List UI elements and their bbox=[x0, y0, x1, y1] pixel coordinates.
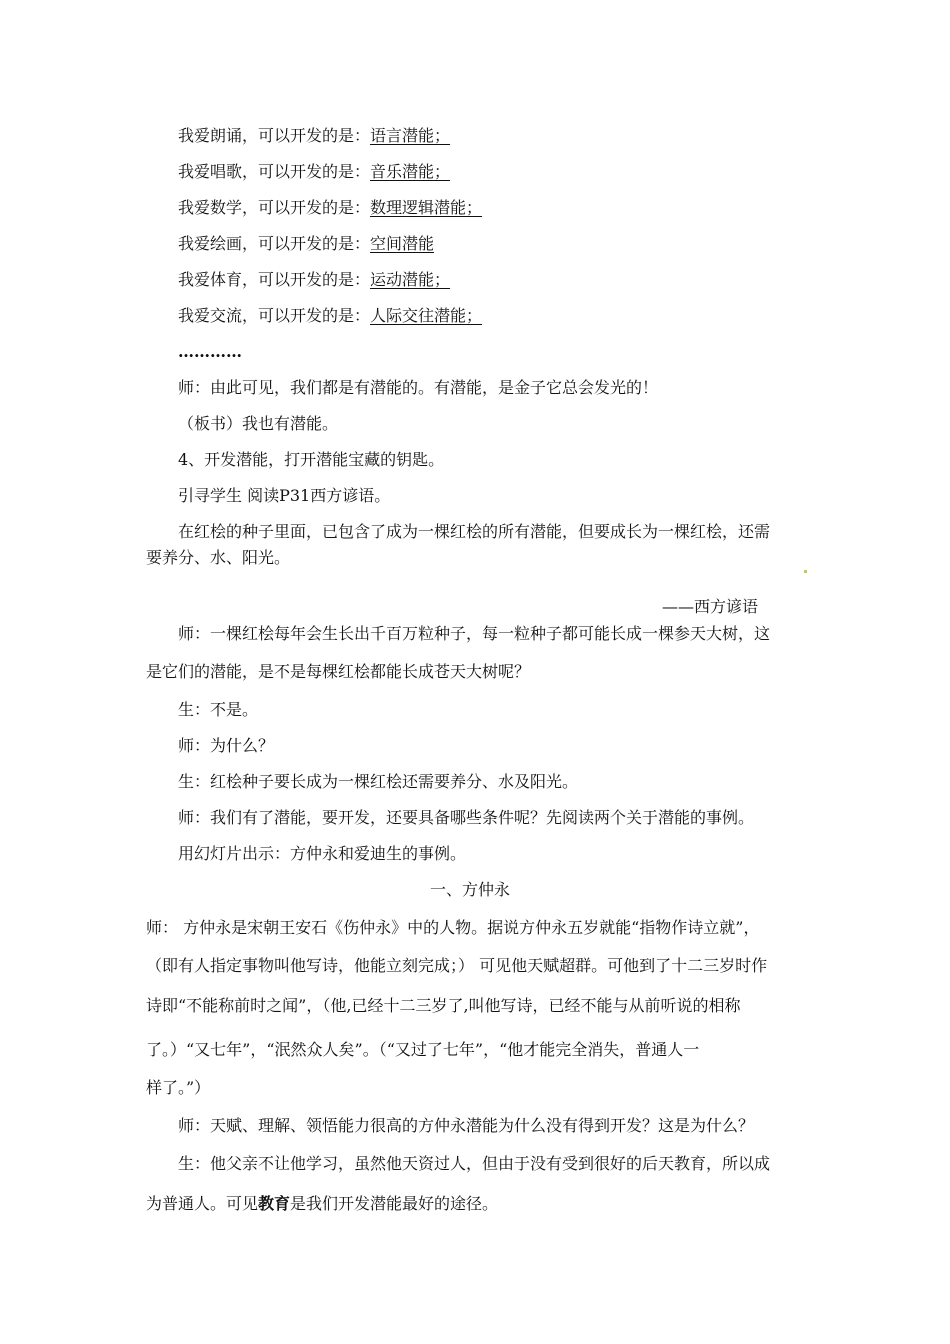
story-line: （即有人指定事物叫他写诗，他能立刻完成；） 可见他天赋超群。可他到了十二三岁时作 bbox=[146, 956, 768, 975]
paragraph: 是它们的潜能，是不是每棵红桧都能长成苍天大树呢？ bbox=[146, 662, 531, 681]
story-line: 诗即“不能称前时之闻”，（他,已经十二三岁了,叫他写诗，已经不能与从前听说的相称 bbox=[146, 996, 741, 1015]
answer-line bbox=[146, 1194, 498, 1214]
question: 师：天赋、理解、领悟能力很高的方仲永潜能为什么没有得到开发？这是为什么？ bbox=[178, 1116, 755, 1135]
paragraph: 生：红桧种子要长成为一棵红桧还需要养分、水及阳光。 bbox=[178, 772, 579, 791]
potential-value: 人际交往潜能； bbox=[370, 306, 483, 325]
stray-dot bbox=[804, 570, 807, 573]
ellipsis: ………… bbox=[178, 342, 242, 361]
potential-value: 运动潜能； bbox=[370, 270, 451, 289]
paragraph: （板书）我也有潜能。 bbox=[178, 414, 339, 433]
potential-prefix: 我爱交流，可以开发的是： bbox=[178, 306, 371, 325]
potential-value: 数理逻辑潜能； bbox=[370, 198, 483, 217]
story-line: 了。）“又七年”，“泯然众人矣”。（“又过了七年”，“他才能完全消失，普通人一 bbox=[146, 1040, 700, 1059]
potential-prefix: 我爱体育，可以开发的是： bbox=[178, 270, 371, 289]
section-heading: 一、方仲永 bbox=[430, 880, 511, 899]
potential-line bbox=[178, 234, 434, 254]
potential-value: 音乐潜能； bbox=[370, 162, 451, 181]
paragraph: 师：为什么？ bbox=[178, 736, 275, 755]
potential-value: 空间潜能 bbox=[370, 234, 435, 253]
quote-line: 要养分、水、阳光。 bbox=[146, 548, 291, 567]
potential-line bbox=[178, 198, 482, 218]
potential-prefix: 我爱朗诵，可以开发的是： bbox=[178, 126, 371, 145]
quote-source: ——西方谚语 bbox=[662, 597, 759, 616]
quote-line: 在红桧的种子里面，已包含了成为一棵红桧的所有潜能，但要成长为一棵红桧，还需 bbox=[178, 522, 771, 541]
potential-prefix: 我爱唱歌，可以开发的是： bbox=[178, 162, 371, 181]
potential-prefix: 我爱数学，可以开发的是： bbox=[178, 198, 371, 217]
paragraph: 生：不是。 bbox=[178, 700, 259, 719]
story-line: 样了。”） bbox=[146, 1078, 211, 1097]
potential-line bbox=[178, 126, 450, 146]
potential-prefix: 我爱绘画，可以开发的是： bbox=[178, 234, 371, 253]
answer-text: 是我们开发潜能最好的途径。 bbox=[290, 1194, 499, 1213]
paragraph: 引寻学生 阅读P31西方谚语。 bbox=[178, 486, 391, 505]
answer-emphasis: 教育 bbox=[258, 1194, 291, 1213]
paragraph: 师：由此可见，我们都是有潜能的。有潜能，是金子它总会发光的！ bbox=[178, 378, 659, 397]
answer-text: 为普通人。可见 bbox=[146, 1194, 259, 1213]
paragraph: 师：我们有了潜能，要开发，还要具备哪些条件呢？先阅读两个关于潜能的事例。 bbox=[178, 808, 755, 827]
paragraph: 用幻灯片出示：方仲永和爱迪生的事例。 bbox=[178, 844, 467, 863]
paragraph: 4、开发潜能，打开潜能宝藏的钥匙。 bbox=[178, 450, 445, 469]
answer-line: 生：他父亲不让他学习，虽然他天资过人，但由于没有受到很好的后天教育，所以成 bbox=[178, 1154, 771, 1173]
story-line: 师： 方仲永是宋朝王安石《伤仲永》中的人物。据说方仲永五岁就能“指物作诗立就”， bbox=[146, 918, 760, 937]
paragraph: 师：一棵红桧每年会生长出千百万粒种子，每一粒种子都可能长成一棵参天大树，这 bbox=[178, 624, 771, 643]
potential-line bbox=[178, 270, 450, 290]
potential-line bbox=[178, 306, 482, 326]
potential-line bbox=[178, 162, 450, 182]
potential-value: 语言潜能； bbox=[370, 126, 451, 145]
